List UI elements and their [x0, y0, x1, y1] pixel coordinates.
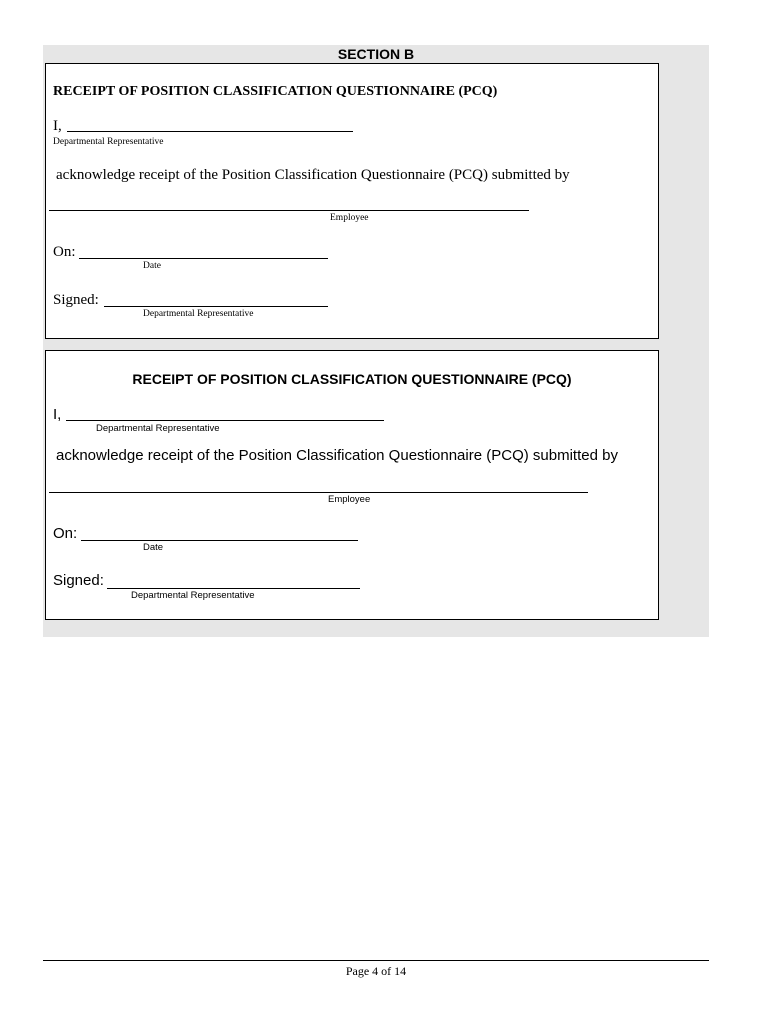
signed-label: Signed: — [53, 292, 99, 308]
employee-caption: Employee — [330, 213, 369, 223]
acknowledge-text: acknowledge receipt of the Position Classification Questionnaire (PCQ) submitted by — [56, 447, 618, 464]
signed-caption: Departmental Representative — [143, 309, 254, 319]
date-caption: Date — [143, 542, 164, 553]
i-prefix: I, — [53, 406, 62, 423]
employee-name-field[interactable] — [49, 492, 588, 493]
representative-name-field[interactable] — [66, 420, 384, 421]
employee-name-field[interactable] — [49, 210, 529, 211]
date-field[interactable] — [81, 540, 358, 541]
date-field[interactable] — [79, 258, 328, 259]
acknowledge-text: acknowledge receipt of the Position Classification Questionnaire (PCQ) submitted by — [56, 167, 570, 183]
receipt-form-serif — [45, 63, 659, 339]
signed-label: Signed: — [53, 572, 104, 589]
signature-field[interactable] — [107, 588, 360, 589]
representative-name-field[interactable] — [67, 131, 353, 132]
on-label: On: — [53, 244, 76, 260]
signature-field[interactable] — [104, 306, 328, 307]
i-prefix: I, — [53, 118, 62, 134]
page-number: Page 4 of 14 — [345, 964, 407, 978]
section-title: SECTION B — [337, 46, 415, 62]
date-caption: Date — [143, 261, 161, 271]
footer-rule — [43, 960, 709, 961]
receipt-heading: RECEIPT OF POSITION CLASSIFICATION QUESTIONNAIRE (PCQ) — [132, 371, 572, 387]
receipt-form-sans — [45, 350, 659, 620]
receipt-heading: RECEIPT OF POSITION CLASSIFICATION QUESTIONNAIRE (PCQ) — [53, 84, 498, 99]
on-label: On: — [53, 525, 78, 542]
representative-caption: Departmental Representative — [96, 423, 220, 434]
employee-caption: Employee — [328, 494, 371, 505]
signed-caption: Departmental Representative — [131, 590, 255, 601]
representative-caption: Departmental Representative — [53, 137, 164, 147]
